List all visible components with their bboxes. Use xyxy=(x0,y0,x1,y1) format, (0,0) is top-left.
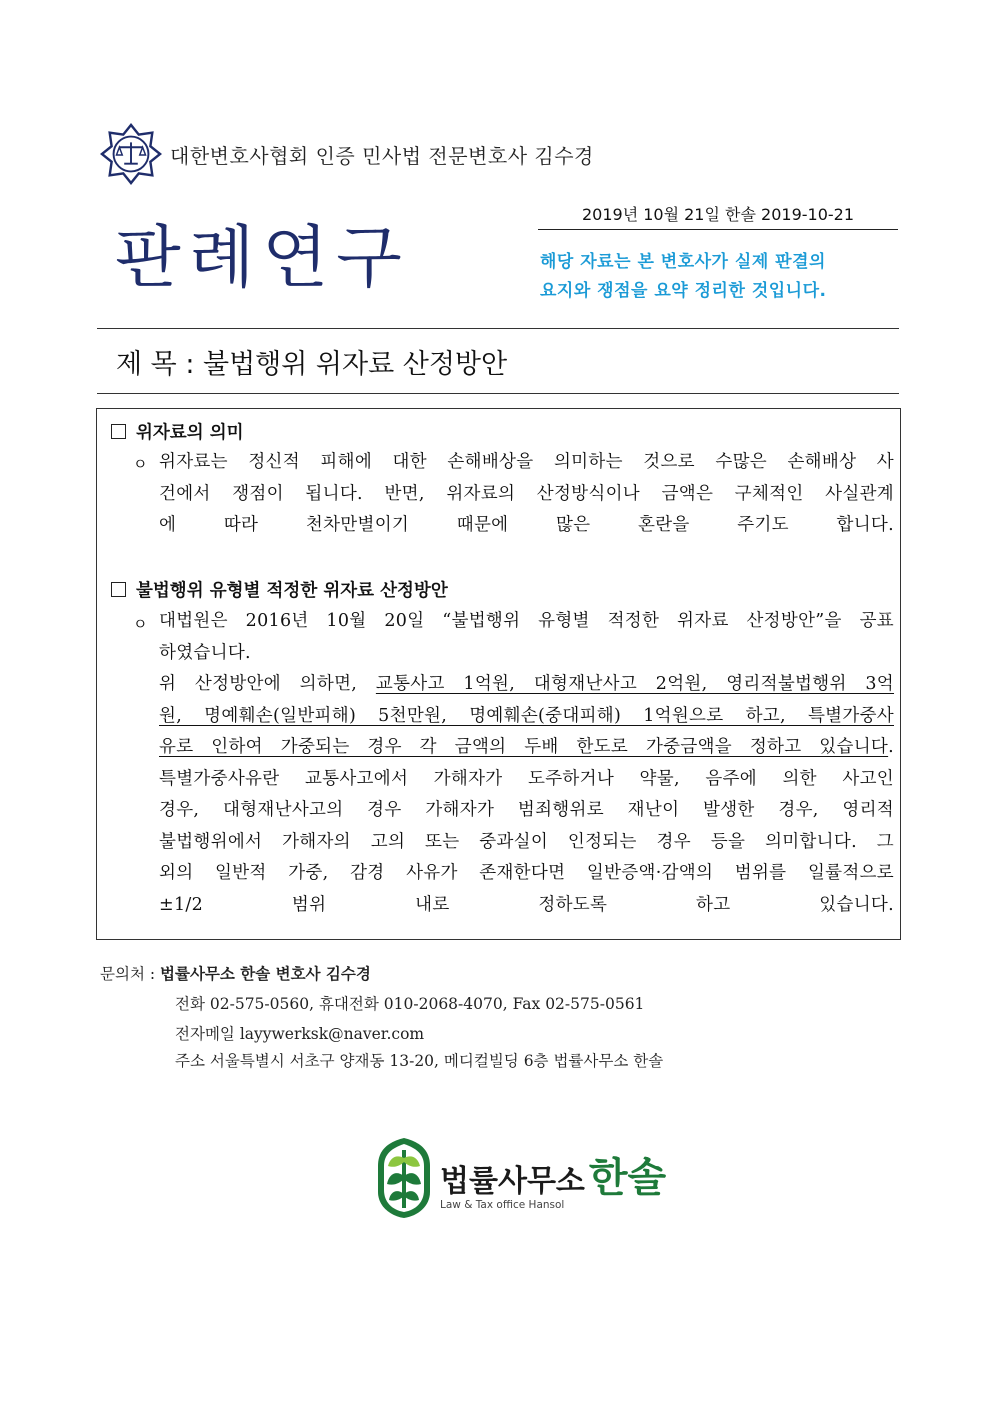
contact-label-line xyxy=(100,962,371,984)
notice-line-1: 해당 자료는 본 변호사가 실제 판결의 xyxy=(540,252,826,272)
contact-phone: 전화 02-575-0560, 휴대전화 010-2068-4070, Fax 02-575-0561 xyxy=(175,995,645,1013)
underlined-line: 원, 명예훼손(일반피해) 5천만원, 명예훼손(중대피해) 1억원으로 하고, 특별가중사 xyxy=(159,705,894,726)
logo-text xyxy=(440,1146,666,1211)
paragraph-line xyxy=(159,732,894,764)
organization-header xyxy=(100,122,594,186)
bar-association-seal-icon xyxy=(100,123,162,185)
paragraph-line: 외의 일반적 가중, 감경 사유가 존재한다면 일반증액·감액의 범위를 일률적으로 xyxy=(159,863,894,883)
paragraph-line xyxy=(159,669,894,701)
paragraph-line: 경우, 대형재난사고의 경우 가해자가 범죄행위로 재난이 발생한 경우, 영리적 xyxy=(159,800,894,820)
page-title: 판례연구 xyxy=(115,219,410,298)
date-line: 2019년 10월 21일 한솔 2019-10-21 xyxy=(538,202,898,230)
paragraph-line: 건에서 쟁점이 됩니다. 반면, 위자료의 산정방식이나 금액은 구체적인 사실관계 xyxy=(159,483,894,504)
divider-top xyxy=(97,328,899,329)
logo-brand: 한솔 xyxy=(588,1154,667,1201)
contact-email: 전자메일 layywerksk@naver.com xyxy=(175,1025,425,1043)
logo-korean: 법률사무소 xyxy=(440,1163,585,1199)
paragraph-line: 불법행위에서 가해자의 고의 또는 중과실이 인정되는 경우 등을 의미합니다. 그 xyxy=(159,831,894,852)
content-box xyxy=(96,408,901,940)
line-prefix: 위 산정방안에 의하면, xyxy=(159,674,376,694)
divider-bottom xyxy=(97,393,899,394)
section-heading-meaning xyxy=(111,419,244,444)
contact-address: 주소 서울특별시 서초구 양재동 13-20, 메디컬빌딩 6층 법률사무소 한솔 xyxy=(175,1052,664,1070)
section-paragraph xyxy=(159,447,894,542)
paragraph-line: 하였습니다. xyxy=(159,642,251,663)
underlined-text: 교통사고 1억원, 대형재난사고 2억원, 영리적불법행위 3억 xyxy=(375,674,895,694)
paragraph-line: 위자료는 정신적 피해에 대한 손해배상을 의미하는 것으로 수많은 손해배상 사 xyxy=(159,452,894,472)
bullet-icon: ㅇ xyxy=(133,615,148,633)
logo-korean-line xyxy=(440,1146,666,1203)
paragraph-line: ±1/2 범위 내로 정하도록 하고 있습니다. xyxy=(159,894,894,915)
paragraph-line: 대법원은 2016년 10월 20일 “불법행위 유형별 적정한 위자료 산정방안”을 공표 xyxy=(159,611,894,631)
notice-line-2: 요지와 쟁점을 요약 정리한 것입니다. xyxy=(540,281,827,301)
checkbox-square-icon xyxy=(111,424,126,439)
section-heading-calculation xyxy=(111,577,448,602)
bullet-icon: ㅇ xyxy=(133,455,148,473)
notice-text xyxy=(540,248,826,306)
contact-label: 문의처 : xyxy=(100,965,160,983)
organization-text: 대한변호사협회 인증 민사법 전문변호사 김수경 xyxy=(170,143,594,168)
logo-english: Law & Tax office Hansol xyxy=(440,1198,565,1211)
section-heading-text: 불법행위 유형별 적정한 위자료 산정방안 xyxy=(136,581,448,601)
subject-title: 제 목 : 불법행위 위자료 산정방안 xyxy=(116,349,508,380)
contact-office: 법률사무소 한솔 변호사 김수경 xyxy=(160,964,371,983)
section-paragraph xyxy=(159,606,894,921)
paragraph-line: 에 따라 천차만별이기 때문에 많은 혼란을 주기도 합니다. xyxy=(159,515,894,535)
checkbox-square-icon xyxy=(111,582,126,597)
section-heading-text: 위자료의 의미 xyxy=(136,423,244,443)
line-suffix: . xyxy=(888,737,894,757)
leaf-emblem-icon xyxy=(376,1136,432,1220)
law-office-logo xyxy=(376,1136,666,1220)
underlined-text: 유로 인하여 가중되는 경우 각 금액의 두배 한도로 가중금액을 정하고 있습니다 xyxy=(159,737,889,757)
paragraph-line: 특별가중사유란 교통사고에서 가해자가 도주하거나 약물, 음주에 의한 사고인 xyxy=(159,768,894,789)
